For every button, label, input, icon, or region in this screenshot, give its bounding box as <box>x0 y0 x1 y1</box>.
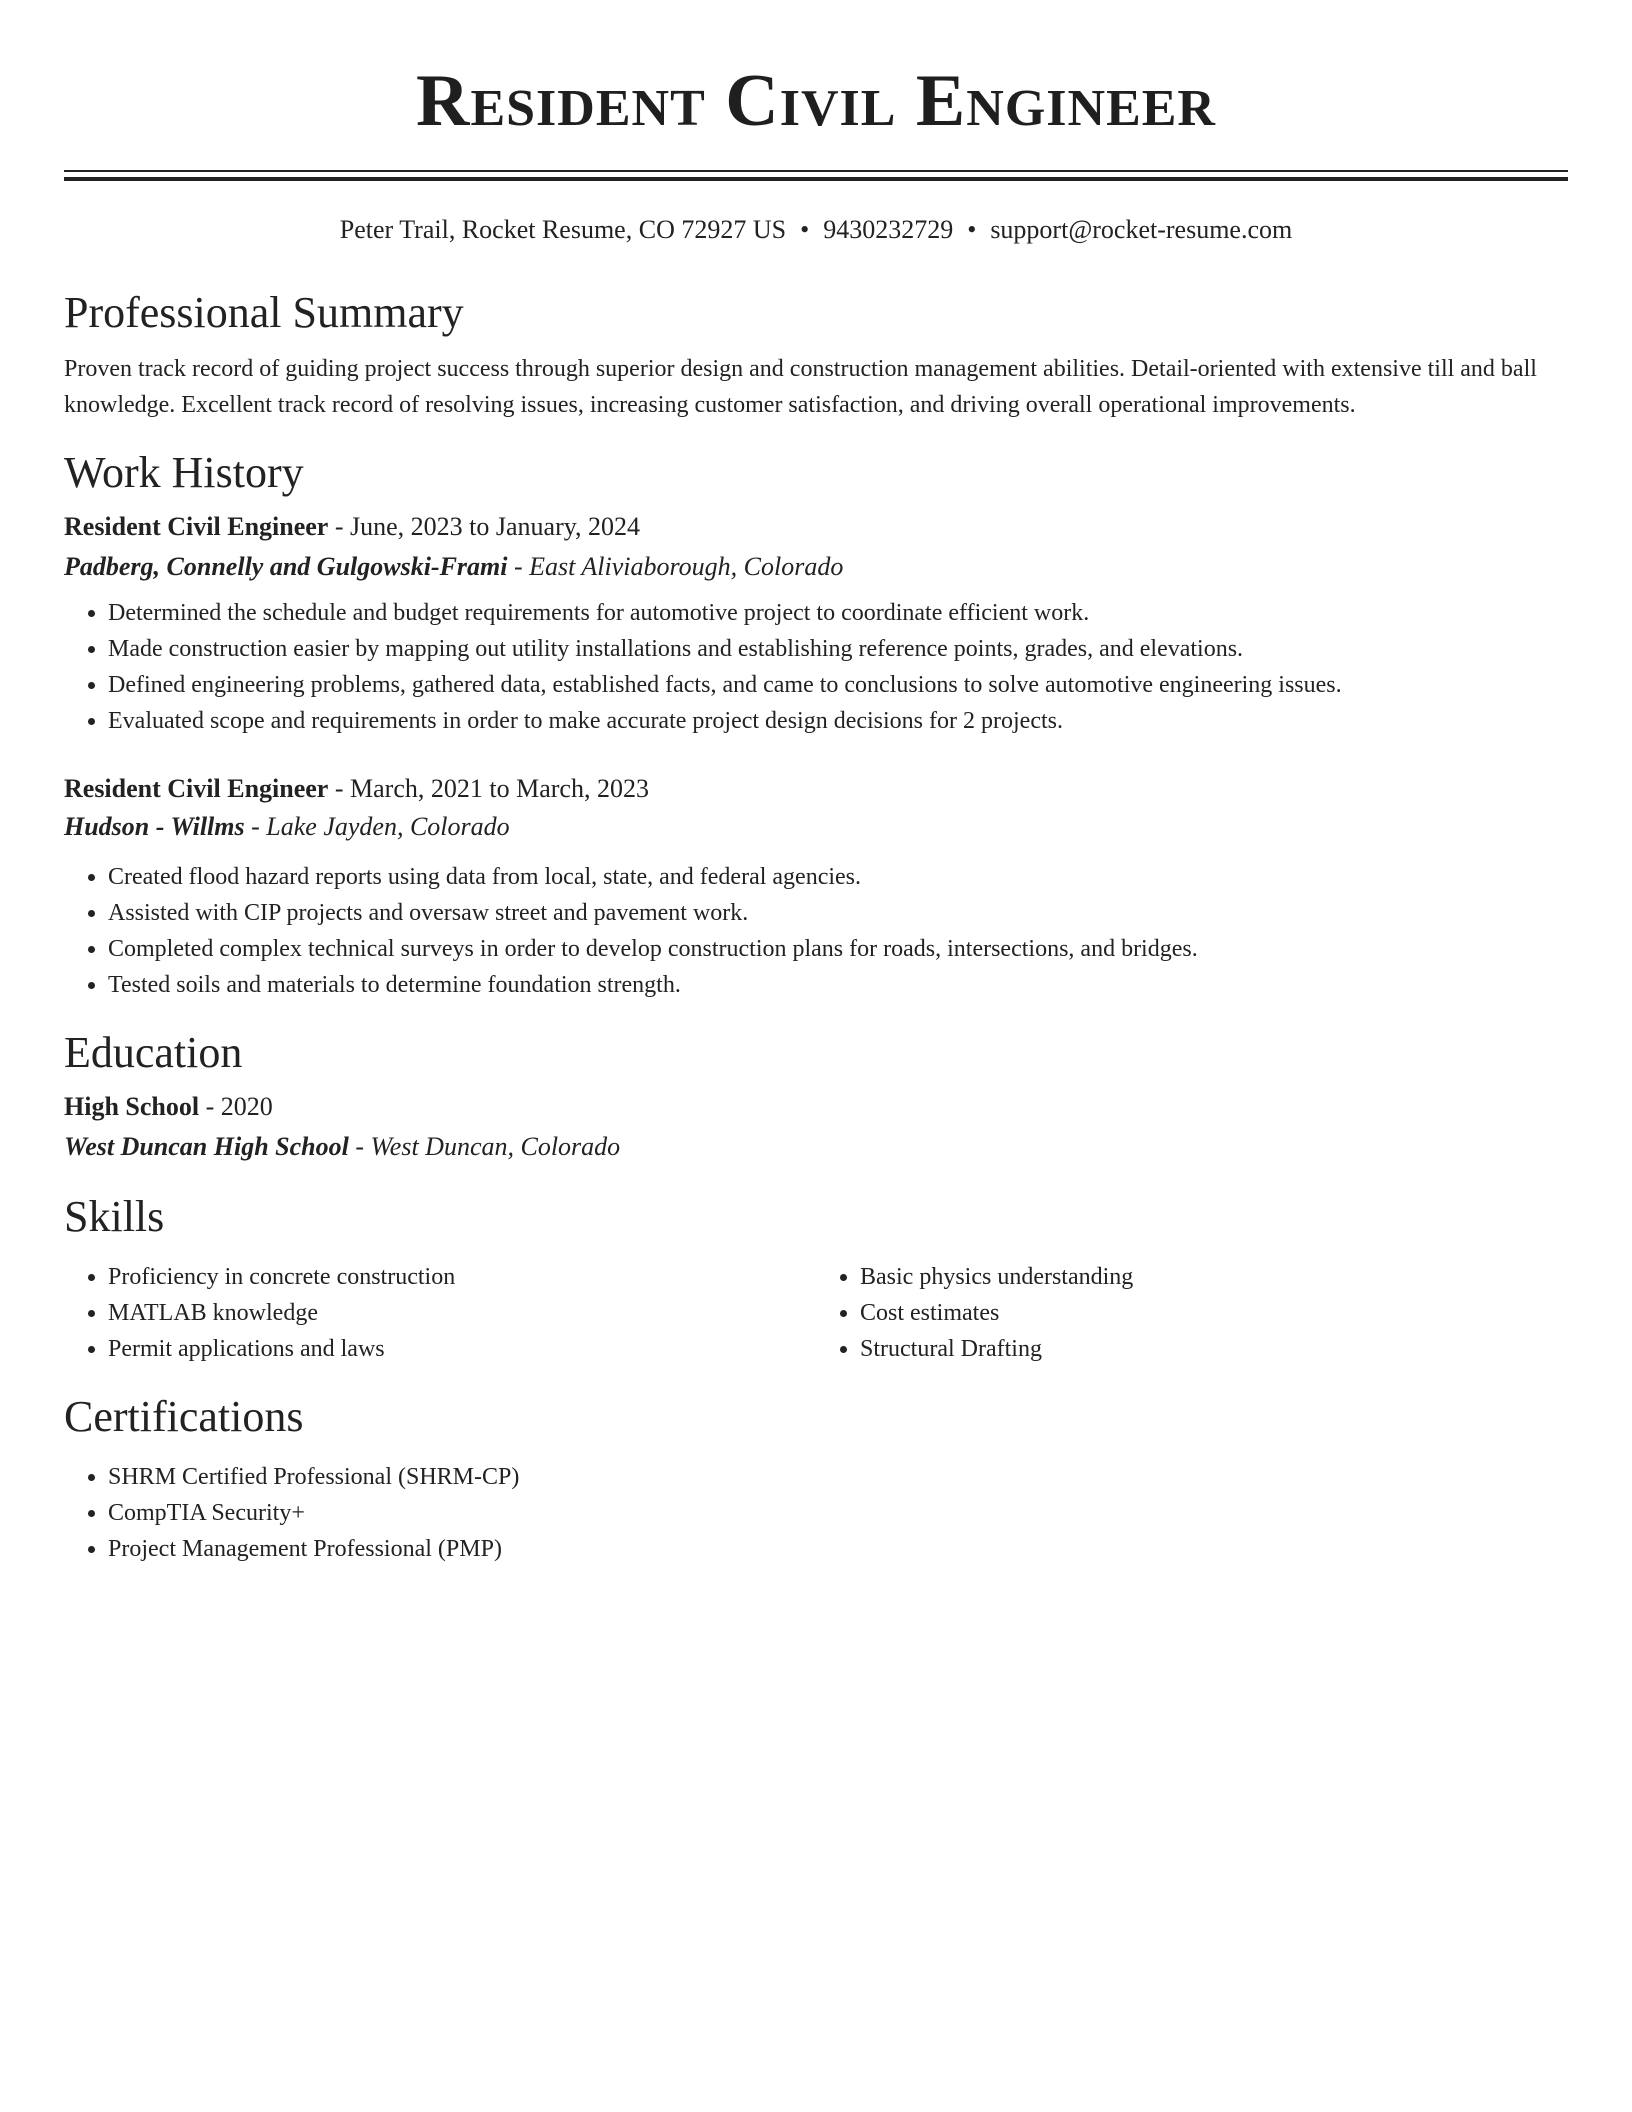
list-item: • Permit applications and laws <box>108 1331 816 1367</box>
contact-address: Peter Trail, Rocket Resume, CO 72927 US <box>339 215 787 244</box>
list-item: • Evaluated scope and requirements in order to make accurate project design decisions for 2 projects. <box>108 703 1568 739</box>
title-divider <box>64 170 1568 181</box>
job-company-line <box>64 809 1568 845</box>
summary-text: Proven track record of guiding project success through superior design and construction management abilities. Detail-oriented with extensive till and ball knowledge. Excellent track record of resolving issues, increasing customer satisfaction, and driving overall operational improvements. <box>64 356 1537 418</box>
education-school-line <box>64 1129 1568 1165</box>
skills-list-left <box>64 1259 816 1367</box>
list-item: • Defined engineering problems, gathered data, established facts, and came to conclusions to solve automotive engineering issues. <box>108 667 1568 703</box>
education-year: - 2020 <box>199 1092 273 1121</box>
certifications-list <box>64 1459 1568 1567</box>
list-item: • Determined the schedule and budget requirements for automotive project to coordinate efficient work. <box>108 595 1568 631</box>
job-company: Hudson - Willms <box>64 812 245 841</box>
list-item: • Cost estimates <box>860 1295 1568 1331</box>
job-company: Padberg, Connelly and Gulgowski-Frami <box>64 552 508 581</box>
section-heading-education: Education <box>64 1028 243 1077</box>
list-item: • Created flood hazard reports using data from local, state, and federal agencies. <box>108 859 1568 895</box>
resume-title: Resident Civil Engineer <box>416 60 1216 142</box>
job-company-line <box>64 549 1568 585</box>
contact-phone: 9430232729 <box>823 215 954 244</box>
section-heading-certifications: Certifications <box>64 1392 304 1441</box>
list-item: • Assisted with CIP projects and oversaw street and pavement work. <box>108 895 1568 931</box>
contact-separator: • <box>800 215 810 244</box>
job-header <box>64 771 1568 807</box>
list-item: • Made construction easier by mapping out utility installations and establishing reference points, grades, and elevations. <box>108 631 1568 667</box>
skills-list-right <box>816 1259 1568 1367</box>
section-heading-skills: Skills <box>64 1192 165 1241</box>
education-location: - West Duncan, Colorado <box>348 1132 621 1161</box>
job-entry <box>64 509 1568 739</box>
list-item: • Structural Drafting <box>860 1331 1568 1367</box>
job-bullets <box>64 859 1568 1003</box>
section-heading-summary: Professional Summary <box>64 288 464 337</box>
job-dates: - June, 2023 to January, 2024 <box>328 512 641 541</box>
education-header <box>64 1089 1568 1125</box>
list-item: • Proficiency in concrete construction <box>108 1259 816 1295</box>
job-location: - East Aliviaborough, Colorado <box>507 552 844 581</box>
list-item: • Project Management Professional (PMP) <box>108 1531 1568 1567</box>
job-bullets <box>64 595 1568 739</box>
job-dates: - March, 2021 to March, 2023 <box>328 774 649 803</box>
contact-email: support@rocket-resume.com <box>990 215 1293 244</box>
skills-columns <box>64 1259 1568 1367</box>
job-title: Resident Civil Engineer <box>64 512 329 541</box>
job-entry <box>64 771 1568 1003</box>
contact-line <box>64 213 1568 247</box>
contact-separator: • <box>967 215 977 244</box>
section-heading-work: Work History <box>64 448 304 497</box>
education-school: West Duncan High School <box>64 1132 349 1161</box>
list-item: • MATLAB knowledge <box>108 1295 816 1331</box>
job-location: - Lake Jayden, Colorado <box>244 812 510 841</box>
job-title: Resident Civil Engineer <box>64 774 329 803</box>
list-item: • Completed complex technical surveys in order to develop construction plans for roads, intersections, and bridges. <box>108 931 1568 967</box>
list-item: • CompTIA Security+ <box>108 1495 1568 1531</box>
job-header <box>64 509 1568 545</box>
list-item: • Tested soils and materials to determine foundation strength. <box>108 967 1568 1003</box>
list-item: • Basic physics understanding <box>860 1259 1568 1295</box>
education-entry <box>64 1089 1568 1165</box>
list-item: • SHRM Certified Professional (SHRM-CP) <box>108 1459 1568 1495</box>
education-degree: High School <box>64 1092 200 1121</box>
